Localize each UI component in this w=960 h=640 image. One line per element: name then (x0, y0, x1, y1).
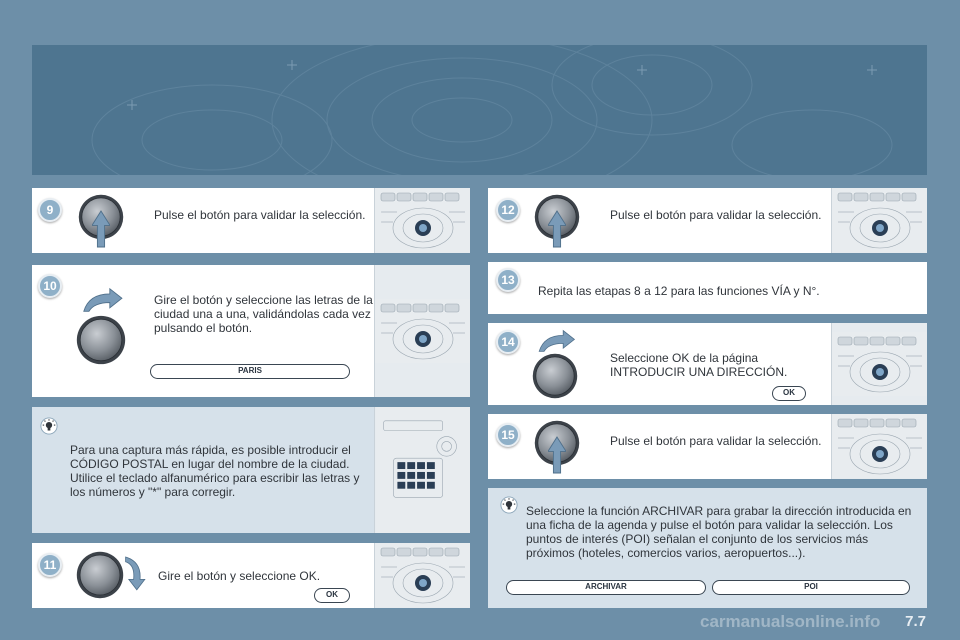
tip-archive-panel (488, 488, 927, 608)
step-14-text: Seleccione OK de la página INTRODUCIR UNA DIRECCIÓN. (610, 351, 788, 379)
radio-panel-thumbnail (831, 188, 927, 253)
step-number-badge: 10 (38, 274, 62, 298)
rotary-knob-icon (532, 353, 578, 399)
step-14-panel (488, 323, 927, 405)
step-9-panel (32, 188, 470, 253)
rotary-knob-icon (76, 551, 124, 599)
step-12-panel (488, 188, 927, 253)
press-arrow-icon (548, 436, 566, 474)
step-number-badge: 11 (38, 553, 62, 577)
step-number-badge: 15 (496, 423, 520, 447)
step-10-text: Gire el botón y seleccione las letras de la ciudad una a una, validándolas cada vez pulsando el botón. (154, 293, 373, 335)
poi-button[interactable]: POI (712, 580, 910, 595)
step-9-text: Pulse el botón para validar la selección. (154, 208, 366, 222)
step-15-panel (488, 414, 927, 479)
ok-button[interactable]: OK (772, 386, 806, 401)
header-banner (32, 45, 927, 175)
press-arrow-icon (92, 210, 110, 248)
step-13-panel (488, 262, 927, 314)
step-number-badge: 13 (496, 268, 520, 292)
lightbulb-icon (500, 496, 518, 514)
step-10-panel (32, 265, 470, 397)
press-arrow-icon (548, 210, 566, 248)
step-11-panel (32, 543, 470, 608)
turn-arrow-icon (80, 287, 124, 313)
turn-arrow-icon (536, 329, 576, 353)
ok-button[interactable]: OK (314, 588, 350, 603)
watermark-text: carmanualsonline.info (700, 612, 881, 631)
paris-option-button[interactable]: PARIS (150, 364, 350, 379)
topographic-map-decoration (32, 45, 927, 175)
step-12-text: Pulse el botón para validar la selección. (610, 208, 822, 222)
keypad-panel-thumbnail (374, 407, 470, 533)
rotary-knob-icon (76, 315, 126, 365)
turn-arrow-icon (124, 555, 148, 591)
step-11-text: Gire el botón y seleccione OK. (158, 569, 321, 583)
radio-panel-thumbnail (374, 543, 470, 608)
page-number: 7.7 (905, 613, 926, 630)
radio-panel-thumbnail (374, 188, 470, 253)
tip-postal-code-panel (32, 407, 470, 533)
step-13-text: Repita las etapas 8 a 12 para las funciones VÍA y N°. (538, 284, 820, 298)
radio-panel-thumbnail (831, 414, 927, 479)
radio-panel-thumbnail (374, 265, 470, 397)
archivar-button[interactable]: ARCHIVAR (506, 580, 706, 595)
step-number-badge: 9 (38, 198, 62, 222)
tip-archive-text: Seleccione la función ARCHIVAR para grabar la dirección introducida en una ficha de la agenda y pulse el botón para validar la selección. Los puntos de interés (POI) señalan el conjunto de los servicios más próximos (hoteles, comercios varios, aeropuertos...). (526, 504, 912, 560)
lightbulb-icon (40, 417, 58, 435)
step-number-badge: 12 (496, 198, 520, 222)
tip-postal-code-text: Para una captura más rápida, es posible introducir el CÓDIGO POSTAL en lugar del nombre de la ciudad. Utilice el teclado alfanumérico para escribir las letras y los números y "*" para corregir. (70, 443, 360, 499)
radio-panel-thumbnail (831, 323, 927, 405)
step-15-text: Pulse el botón para validar la selección. (610, 434, 822, 448)
step-number-badge: 14 (496, 330, 520, 354)
